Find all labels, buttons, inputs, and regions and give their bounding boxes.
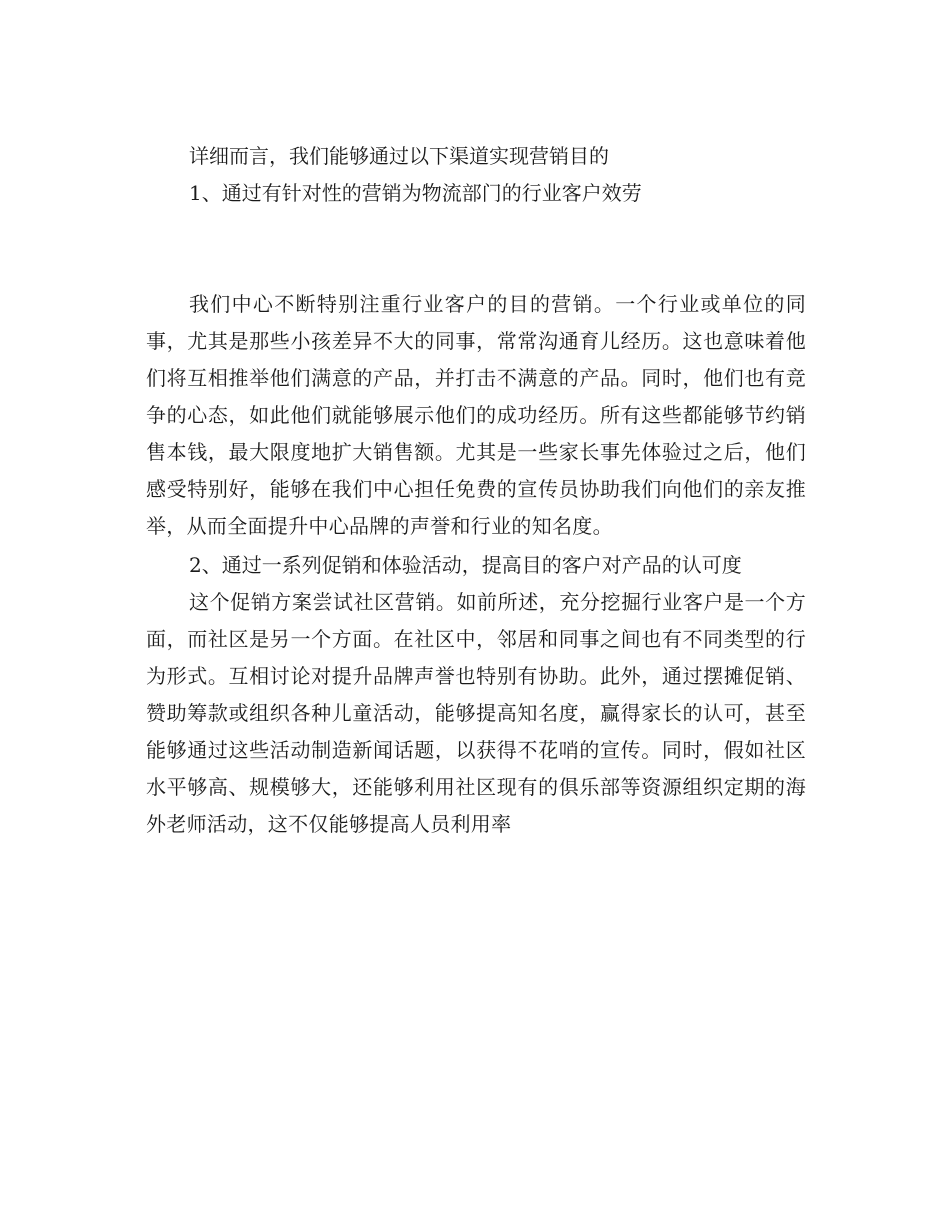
document-body	[146, 138, 806, 843]
section-1-title: 1、通过有针对性的营销为物流部门的行业客户效劳	[189, 181, 642, 205]
section-2-title: 2、通过一系列促销和体验活动，提高目的客户对产品的认可度	[189, 553, 742, 577]
intro-line: 详细而言，我们能够通过以下渠道实现营销目的	[189, 144, 609, 168]
section-2-paragraph: 这个促销方案尝试社区营销。如前所述，充分挖掘行业客户是一个方面，而社区是另一个方面。在社区中，邻居和同事之间也有不同类型的行为形式。互相讨论对提升品牌声誉也特别有协助。此外，通过摆摊促销、赞助筹款或组织各种儿童活动，能够提高知名度，赢得家长的认可，甚至能够通过这些活动制造新闻话题，以获得不花哨的宣传。同时，假如社区水平够高、规模够大，还能够利用社区现有的俱乐部等资源组织定期的海外老师活动，这不仅能够提高人员利用率	[146, 590, 806, 836]
section-1-paragraph: 我们中心不断特别注重行业客户的目的营销。一个行业或单位的同事，尤其是那些小孩差异不大的同事，常常沟通育儿经历。这也意味着他们将互相推举他们满意的产品，并打击不满意的产品。同时，他们也有竞争的心态，如此他们就能够展示他们的成功经历。所有这些都能够节约销售本钱，最大限度地扩大销售额。尤其是一些家长事先体验过之后，他们感受特别好，能够在我们中心担任免费的宣传员协助我们向他们的亲友推举，从而全面提升中心品牌的声誉和行业的知名度。	[146, 292, 806, 538]
blank-line	[146, 212, 806, 286]
